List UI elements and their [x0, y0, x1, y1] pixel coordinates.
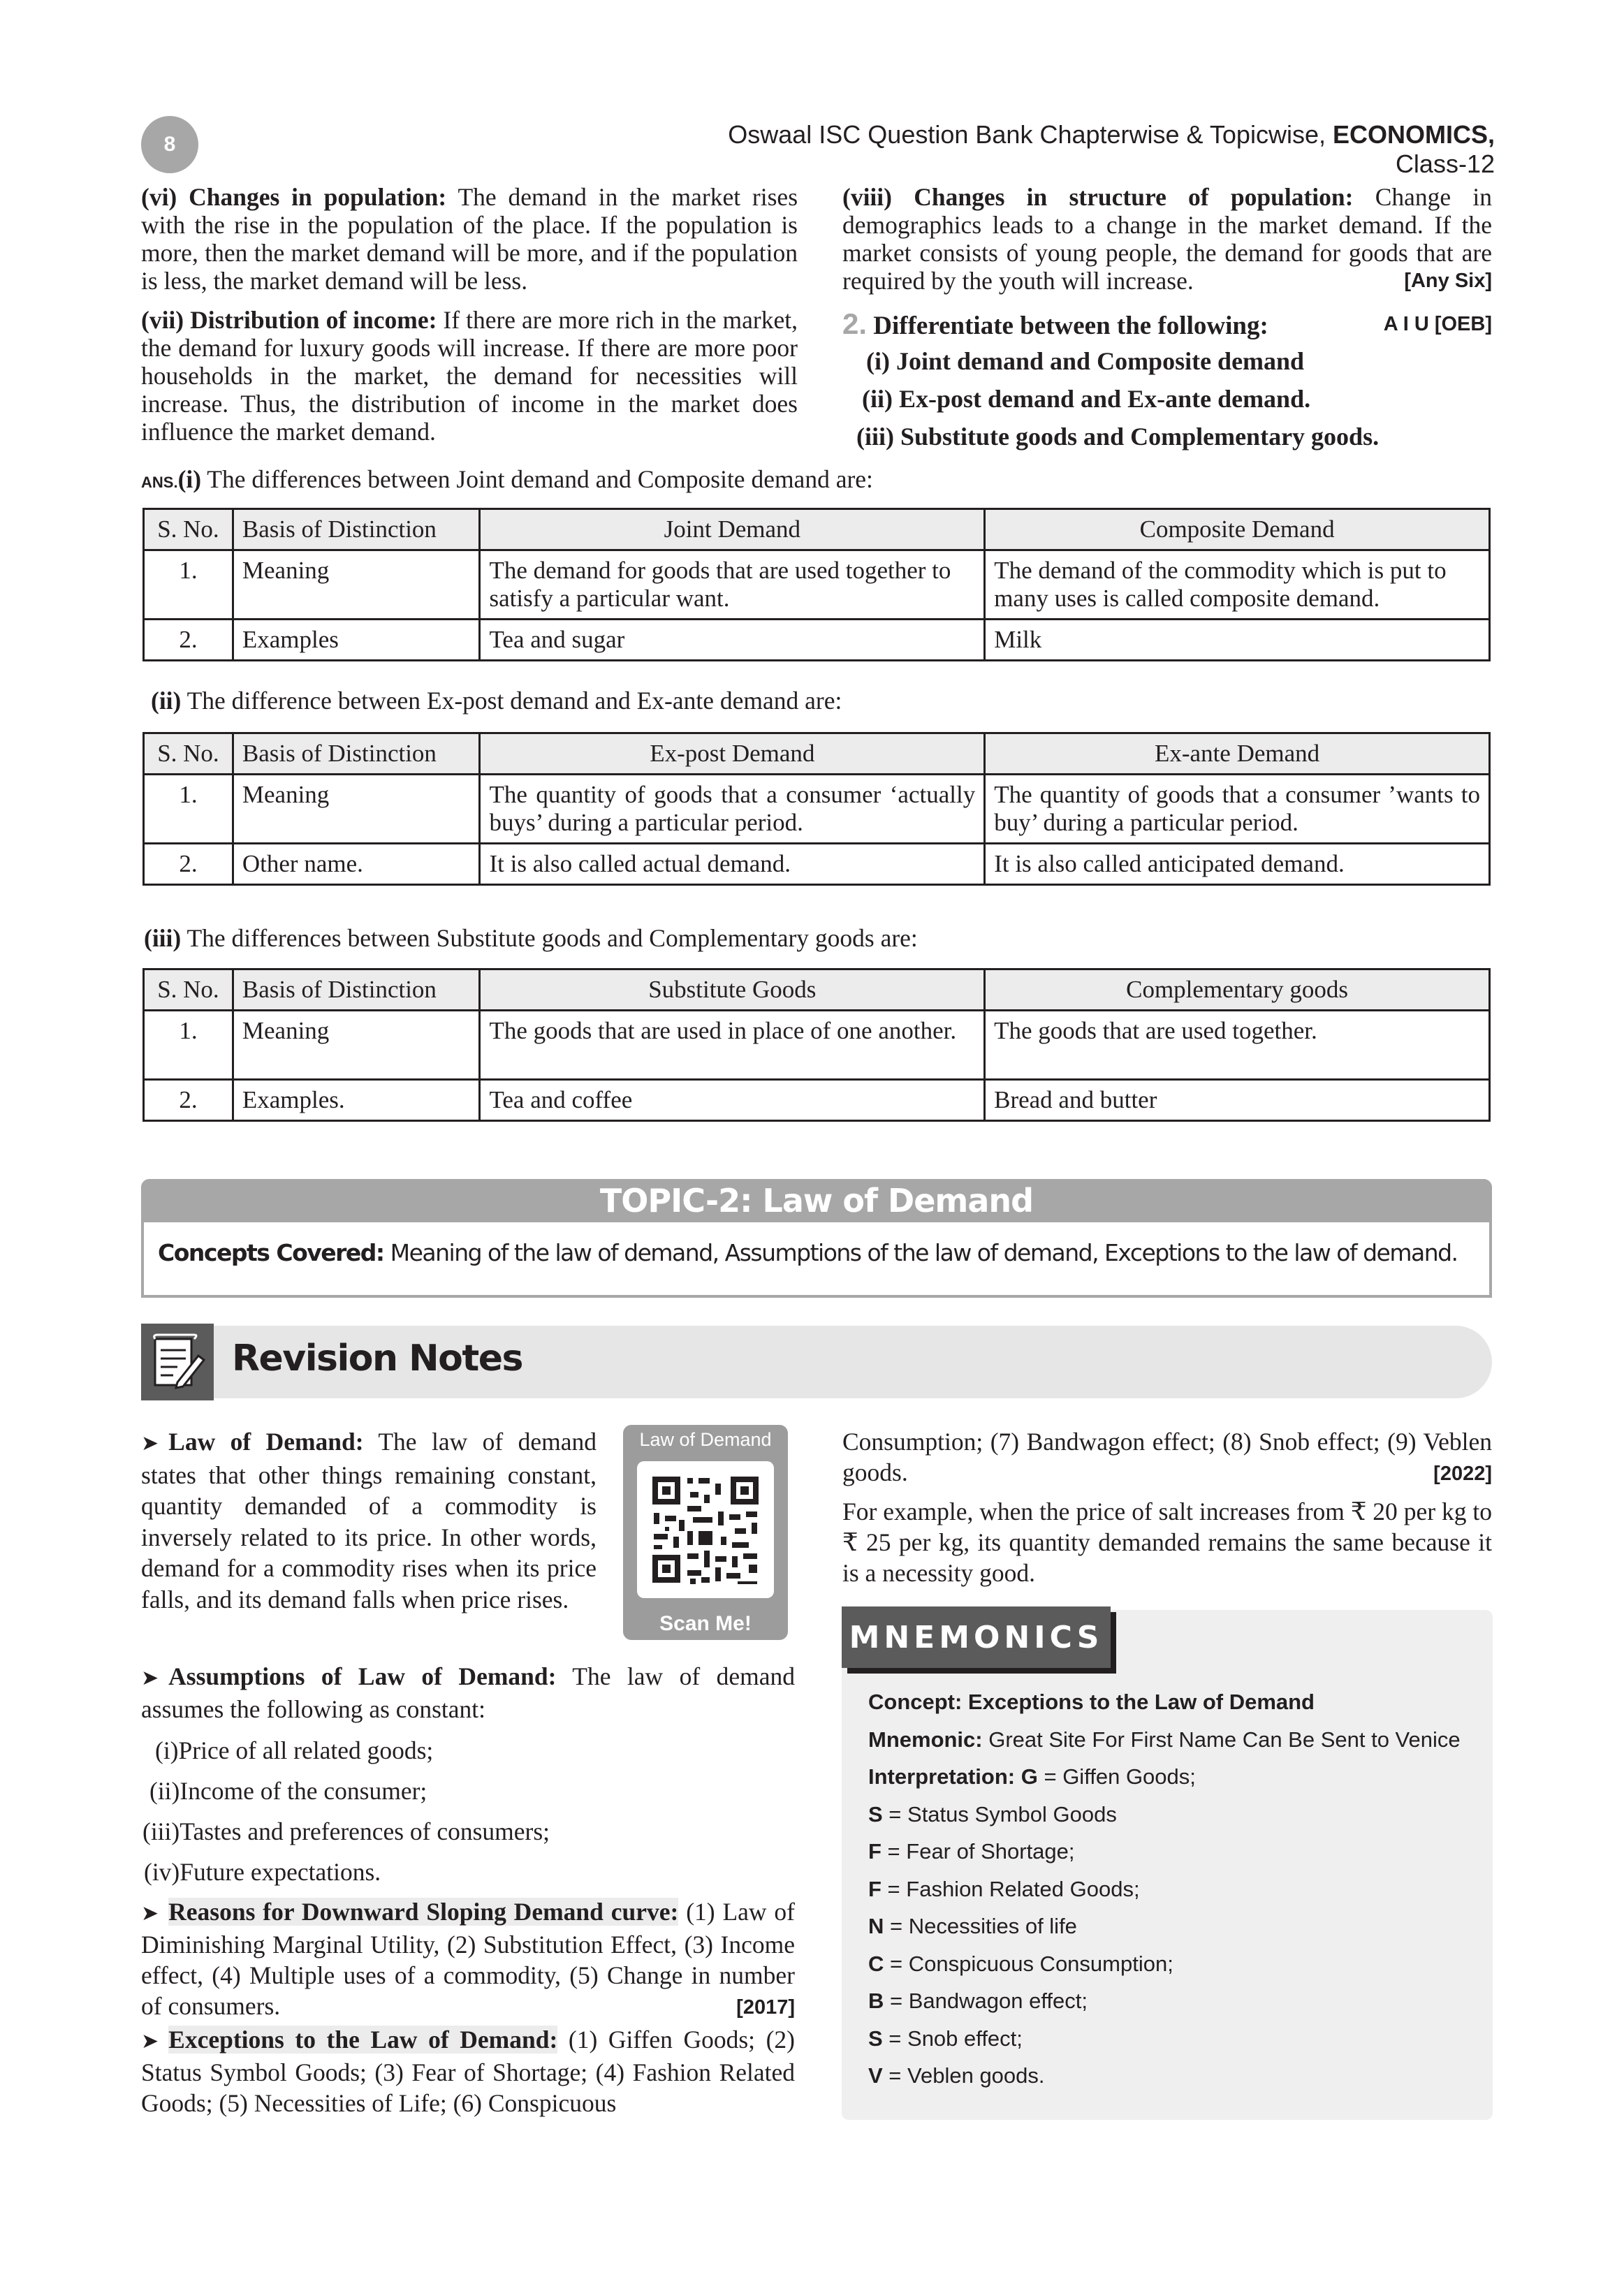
expost-exante-table	[142, 732, 1491, 886]
table-header-cell: Basis of Distinction	[233, 969, 480, 1011]
mnemonic-key: G	[1021, 1764, 1038, 1789]
concepts-label: Concepts Covered:	[158, 1239, 384, 1266]
right-column	[842, 183, 1492, 302]
qr-title: Law of Demand	[639, 1429, 772, 1450]
mnemonic-concept-text: Concept: Exceptions to the Law of Demand	[868, 1690, 1315, 1714]
page-number-badge: 8	[141, 116, 198, 173]
reasons-note	[141, 1896, 795, 2021]
point-vi	[141, 183, 798, 295]
question-2-number: 2.	[842, 307, 868, 340]
year-tag: [2022]	[1433, 1463, 1492, 1485]
mnemonic-key: F	[868, 1839, 882, 1864]
mnemonic-value: = Bandwagon effect;	[884, 1989, 1088, 2013]
table-cell: Meaning	[233, 775, 480, 844]
class-label: Class-12	[1395, 149, 1495, 178]
table-header-cell: Substitute Goods	[480, 969, 985, 1011]
answer-iii-intro	[144, 923, 1485, 953]
table-cell: The demand for goods that are used together to satisfy a particular want.	[480, 550, 985, 620]
mnemonic-line	[868, 2057, 1483, 2095]
mnemonic-line	[868, 1908, 1483, 1945]
answer-i-label: (i)	[177, 465, 202, 493]
any-six-tag: [Any Six]	[1404, 270, 1492, 292]
list-item-number: (i)	[155, 1736, 179, 1764]
arrow-bullet-icon: ➤	[141, 1667, 159, 1690]
scan-me-label[interactable]: Scan Me!	[659, 1612, 752, 1635]
table-cell: The goods that are used together.	[985, 1011, 1490, 1080]
book-title: Oswaal ISC Question Bank Chapterwise & Topicwise,	[728, 120, 1333, 149]
table-cell: Examples	[233, 620, 480, 661]
question-2	[842, 307, 1492, 341]
assumptions-label: Assumptions of Law of Demand:	[168, 1662, 557, 1690]
mnemonic-value: = Necessities of life	[884, 1914, 1077, 1938]
table-cell: Tea and coffee	[480, 1080, 985, 1121]
exceptions-text: (1) Giffen Goods; (2) Status Symbol Goods; (3) Fear of Shortage; (4) Fashion Related Goods; (5) Necessities of Life; (6) Conspicuous	[141, 2026, 795, 2117]
mnemonic-key: S	[868, 2026, 883, 2051]
table-cell: 2.	[144, 1080, 233, 1121]
table-header-cell: S. No.	[144, 733, 233, 775]
mnemonic-phrase	[868, 1721, 1483, 1759]
qr-code-card[interactable]	[623, 1425, 788, 1640]
table-header-cell: Composite Demand	[985, 509, 1490, 550]
revision-notes-title: Revision Notes	[232, 1338, 522, 1379]
table-cell: 1.	[144, 1011, 233, 1080]
mnemonic-value: = Status Symbol Goods	[882, 1801, 1117, 1827]
question-2-text: Differentiate between the following:	[873, 312, 1268, 340]
list-item-text: Price of all related goods;	[178, 1736, 434, 1764]
list-item-number: (ii)	[149, 1777, 180, 1805]
mnemonic-value: = Snob effect;	[882, 2026, 1023, 2051]
revision-left-lower	[141, 1661, 795, 2130]
point-vii	[141, 306, 798, 446]
law-label: Law of Demand:	[168, 1428, 364, 1456]
point-vii-label: (vii) Distribution of income:	[141, 306, 437, 334]
assumptions-text: The law of demand assumes the following as constant:	[141, 1662, 795, 1723]
concepts-covered	[158, 1236, 1478, 1270]
arrow-bullet-icon: ➤	[141, 1432, 159, 1455]
point-vi-text: The demand in the market rises with the rise in the population of the place. If the population is more, then the market demand will be more, and if the population is less, the market demand will be less.	[141, 183, 798, 295]
table-row	[144, 775, 1490, 844]
exceptions-note	[141, 2024, 795, 2118]
interpretation-label: Interpretation:	[868, 1764, 1021, 1789]
table-cell: The quantity of goods that a consumer ’wants to buy’ during a particular period.	[985, 775, 1490, 844]
table-cell: 1.	[144, 775, 233, 844]
point-vi-label: (vi) Changes in population:	[141, 183, 447, 211]
table-header-row	[144, 733, 1490, 775]
mnemonic-value: = Giffen Goods;	[1037, 1764, 1196, 1789]
subject-name: ECONOMICS,	[1332, 120, 1495, 149]
mnemonic-key: B	[868, 1989, 884, 2013]
joint-composite-table	[142, 508, 1491, 661]
table-cell: Examples.	[233, 1080, 480, 1121]
table-header-row	[144, 969, 1490, 1011]
list-item-number: (iv)	[144, 1858, 180, 1886]
list-item-text: Income of the consumer;	[180, 1777, 427, 1805]
law-text: The law of demand states that other things remaining constant, quantity demanded of a commodity is inversely related to its price. In other words, demand for a commodity rises when its price falls, and its demand falls when price rises.	[141, 1428, 597, 1613]
table-cell: Meaning	[233, 550, 480, 620]
table-header-cell: Basis of Distinction	[233, 733, 480, 775]
answer-i-intro	[141, 464, 1489, 494]
table-cell: The demand of the commodity which is put to many uses is called composite demand.	[985, 550, 1490, 620]
point-viii-label: (viii) Changes in structure of population:	[842, 183, 1354, 211]
table-cell: Meaning	[233, 1011, 480, 1080]
point-vii-text: If there are more rich in the market, the demand for luxury goods will increase. If there are more poor households in the market, the demand for necessities will increase. Thus, the distribution of income in the market does influence the market demand.	[141, 306, 798, 446]
assumptions-list	[141, 1730, 795, 1892]
mnemonic-text: Great Site For First Name Can Be Sent to Venice	[988, 1727, 1461, 1752]
list-item	[141, 1771, 795, 1811]
list-item-text: Tastes and preferences of consumers;	[180, 1817, 550, 1845]
table-cell: Milk	[985, 620, 1490, 661]
table-row	[144, 844, 1490, 885]
mnemonic-key: S	[868, 1801, 883, 1827]
mnemonic-line	[868, 1833, 1483, 1871]
question-2-part-ii: (ii) Ex-post demand and Ex-ante demand.	[862, 385, 1311, 413]
ans-label: ANS.	[141, 474, 178, 491]
question-2-tags: A I U [OEB]	[1383, 313, 1492, 335]
mnemonic-line	[868, 1796, 1483, 1833]
answer-iii-text: The differences between Substitute goods and Complementary goods are:	[181, 924, 918, 952]
mnemonic-key: C	[868, 1951, 884, 1976]
table-header-row	[144, 509, 1490, 550]
question-2-parts	[856, 342, 1492, 455]
law-of-demand-note	[141, 1426, 597, 1615]
notepad-pencil-icon	[141, 1324, 214, 1400]
table-header-cell: Ex-ante Demand	[985, 733, 1490, 775]
table-header-cell: Joint Demand	[480, 509, 985, 550]
revision-right-upper	[842, 1426, 1492, 1599]
table-cell: The quantity of goods that a consumer ‘actually buys’ during a particular period.	[480, 775, 985, 844]
list-item	[141, 1852, 795, 1892]
mnemonic-value: = Veblen goods.	[882, 2063, 1045, 2088]
reasons-label: Reasons for Downward Sloping Demand curve:	[168, 1898, 679, 1926]
mnemonics-content	[868, 1683, 1483, 2095]
table-cell: 1.	[144, 550, 233, 620]
salt-example: For example, when the price of salt increases from ₹ 20 per kg to ₹ 25 per kg, its quantity demanded remains the same because it is a necessity good.	[842, 1498, 1492, 1587]
mnemonic-value: = Fear of Shortage;	[881, 1839, 1075, 1864]
mnemonic-value: = Conspicuous Consumption;	[884, 1951, 1173, 1976]
arrow-bullet-icon: ➤	[141, 1902, 159, 1925]
mnemonic-concept	[868, 1683, 1483, 1721]
table-header-cell: Complementary goods	[985, 969, 1490, 1011]
running-header	[671, 120, 1495, 179]
table-cell: 2.	[144, 620, 233, 661]
exceptions-continued	[842, 1426, 1492, 1488]
topic-title: TOPIC-2: Law of Demand	[141, 1179, 1492, 1222]
table-cell: 2.	[144, 844, 233, 885]
assumptions-note	[141, 1661, 795, 1725]
table-cell: It is also called actual demand.	[480, 844, 985, 885]
mnemonic-key: N	[868, 1914, 884, 1938]
list-item	[141, 1730, 795, 1771]
answer-ii-intro	[151, 686, 1485, 715]
table-cell: Bread and butter	[985, 1080, 1490, 1121]
table-header-cell: S. No.	[144, 509, 233, 550]
table-cell: Other name.	[233, 844, 480, 885]
point-viii-text: Change in demographics leads to a change in the market demand. If the market consists of young people, the demand for goods that are required by the youth will increase.	[842, 183, 1492, 295]
arrow-bullet-icon: ➤	[141, 2030, 159, 2053]
table-row	[144, 620, 1490, 661]
question-2-part-i: (i) Joint demand and Composite demand	[866, 347, 1305, 375]
answer-iii-label: (iii)	[144, 924, 182, 952]
left-column	[141, 183, 798, 457]
answer-i-text: The differences between Joint demand and Composite demand are:	[201, 465, 873, 493]
question-2-part-iii: (iii) Substitute goods and Complementary goods.	[856, 423, 1380, 451]
mnemonic-line	[868, 1945, 1483, 1983]
table-cell: Tea and sugar	[480, 620, 985, 661]
answer-ii-label: (ii)	[151, 687, 182, 715]
mnemonic-line	[868, 1758, 1483, 1796]
mnemonic-line	[868, 1982, 1483, 2020]
table-row	[144, 550, 1490, 620]
table-row	[144, 1011, 1490, 1080]
reasons-text: (1) Law of Diminishing Marginal Utility, (2) Substitution Effect, (3) Income effect, (4) Multiple uses of a commodity, (5) Change in number of consumers.	[141, 1898, 795, 2020]
list-item-number: (iii)	[142, 1817, 180, 1845]
table-row	[144, 1080, 1490, 1121]
answer-ii-text: The difference between Ex-post demand and Ex-ante demand are:	[181, 687, 842, 715]
point-viii	[842, 183, 1492, 295]
list-item	[141, 1811, 795, 1852]
table-header-cell: S. No.	[144, 969, 233, 1011]
concepts-text: Meaning of the law of demand, Assumptions of the law of demand, Exceptions to the law of demand.	[383, 1239, 1458, 1266]
list-item-text: Future expectations.	[180, 1858, 381, 1886]
mnemonic-key: F	[868, 1876, 882, 1901]
table-cell: The goods that are used in place of one another.	[480, 1011, 985, 1080]
exceptions-continued-text: Consumption; (7) Bandwagon effect; (8) Snob effect; (9) Veblen goods.	[842, 1428, 1492, 1486]
exceptions-label: Exceptions to the Law of Demand:	[168, 2026, 558, 2054]
year-tag: [2017]	[736, 1996, 795, 2019]
table-header-cell: Basis of Distinction	[233, 509, 480, 550]
table-header-cell: Ex-post Demand	[480, 733, 985, 775]
substitute-complementary-table	[142, 968, 1491, 1122]
mnemonic-key: V	[868, 2063, 883, 2088]
qr-code-icon[interactable]	[637, 1461, 774, 1598]
mnemonics-tab: MNEMONICS	[842, 1606, 1111, 1668]
table-cell: It is also called anticipated demand.	[985, 844, 1490, 885]
mnemonic-line	[868, 1871, 1483, 1908]
mnemonic-line	[868, 2020, 1483, 2058]
mnemonic-value: = Fashion Related Goods;	[881, 1876, 1140, 1901]
mnemonic-label: Mnemonic:	[868, 1727, 989, 1752]
